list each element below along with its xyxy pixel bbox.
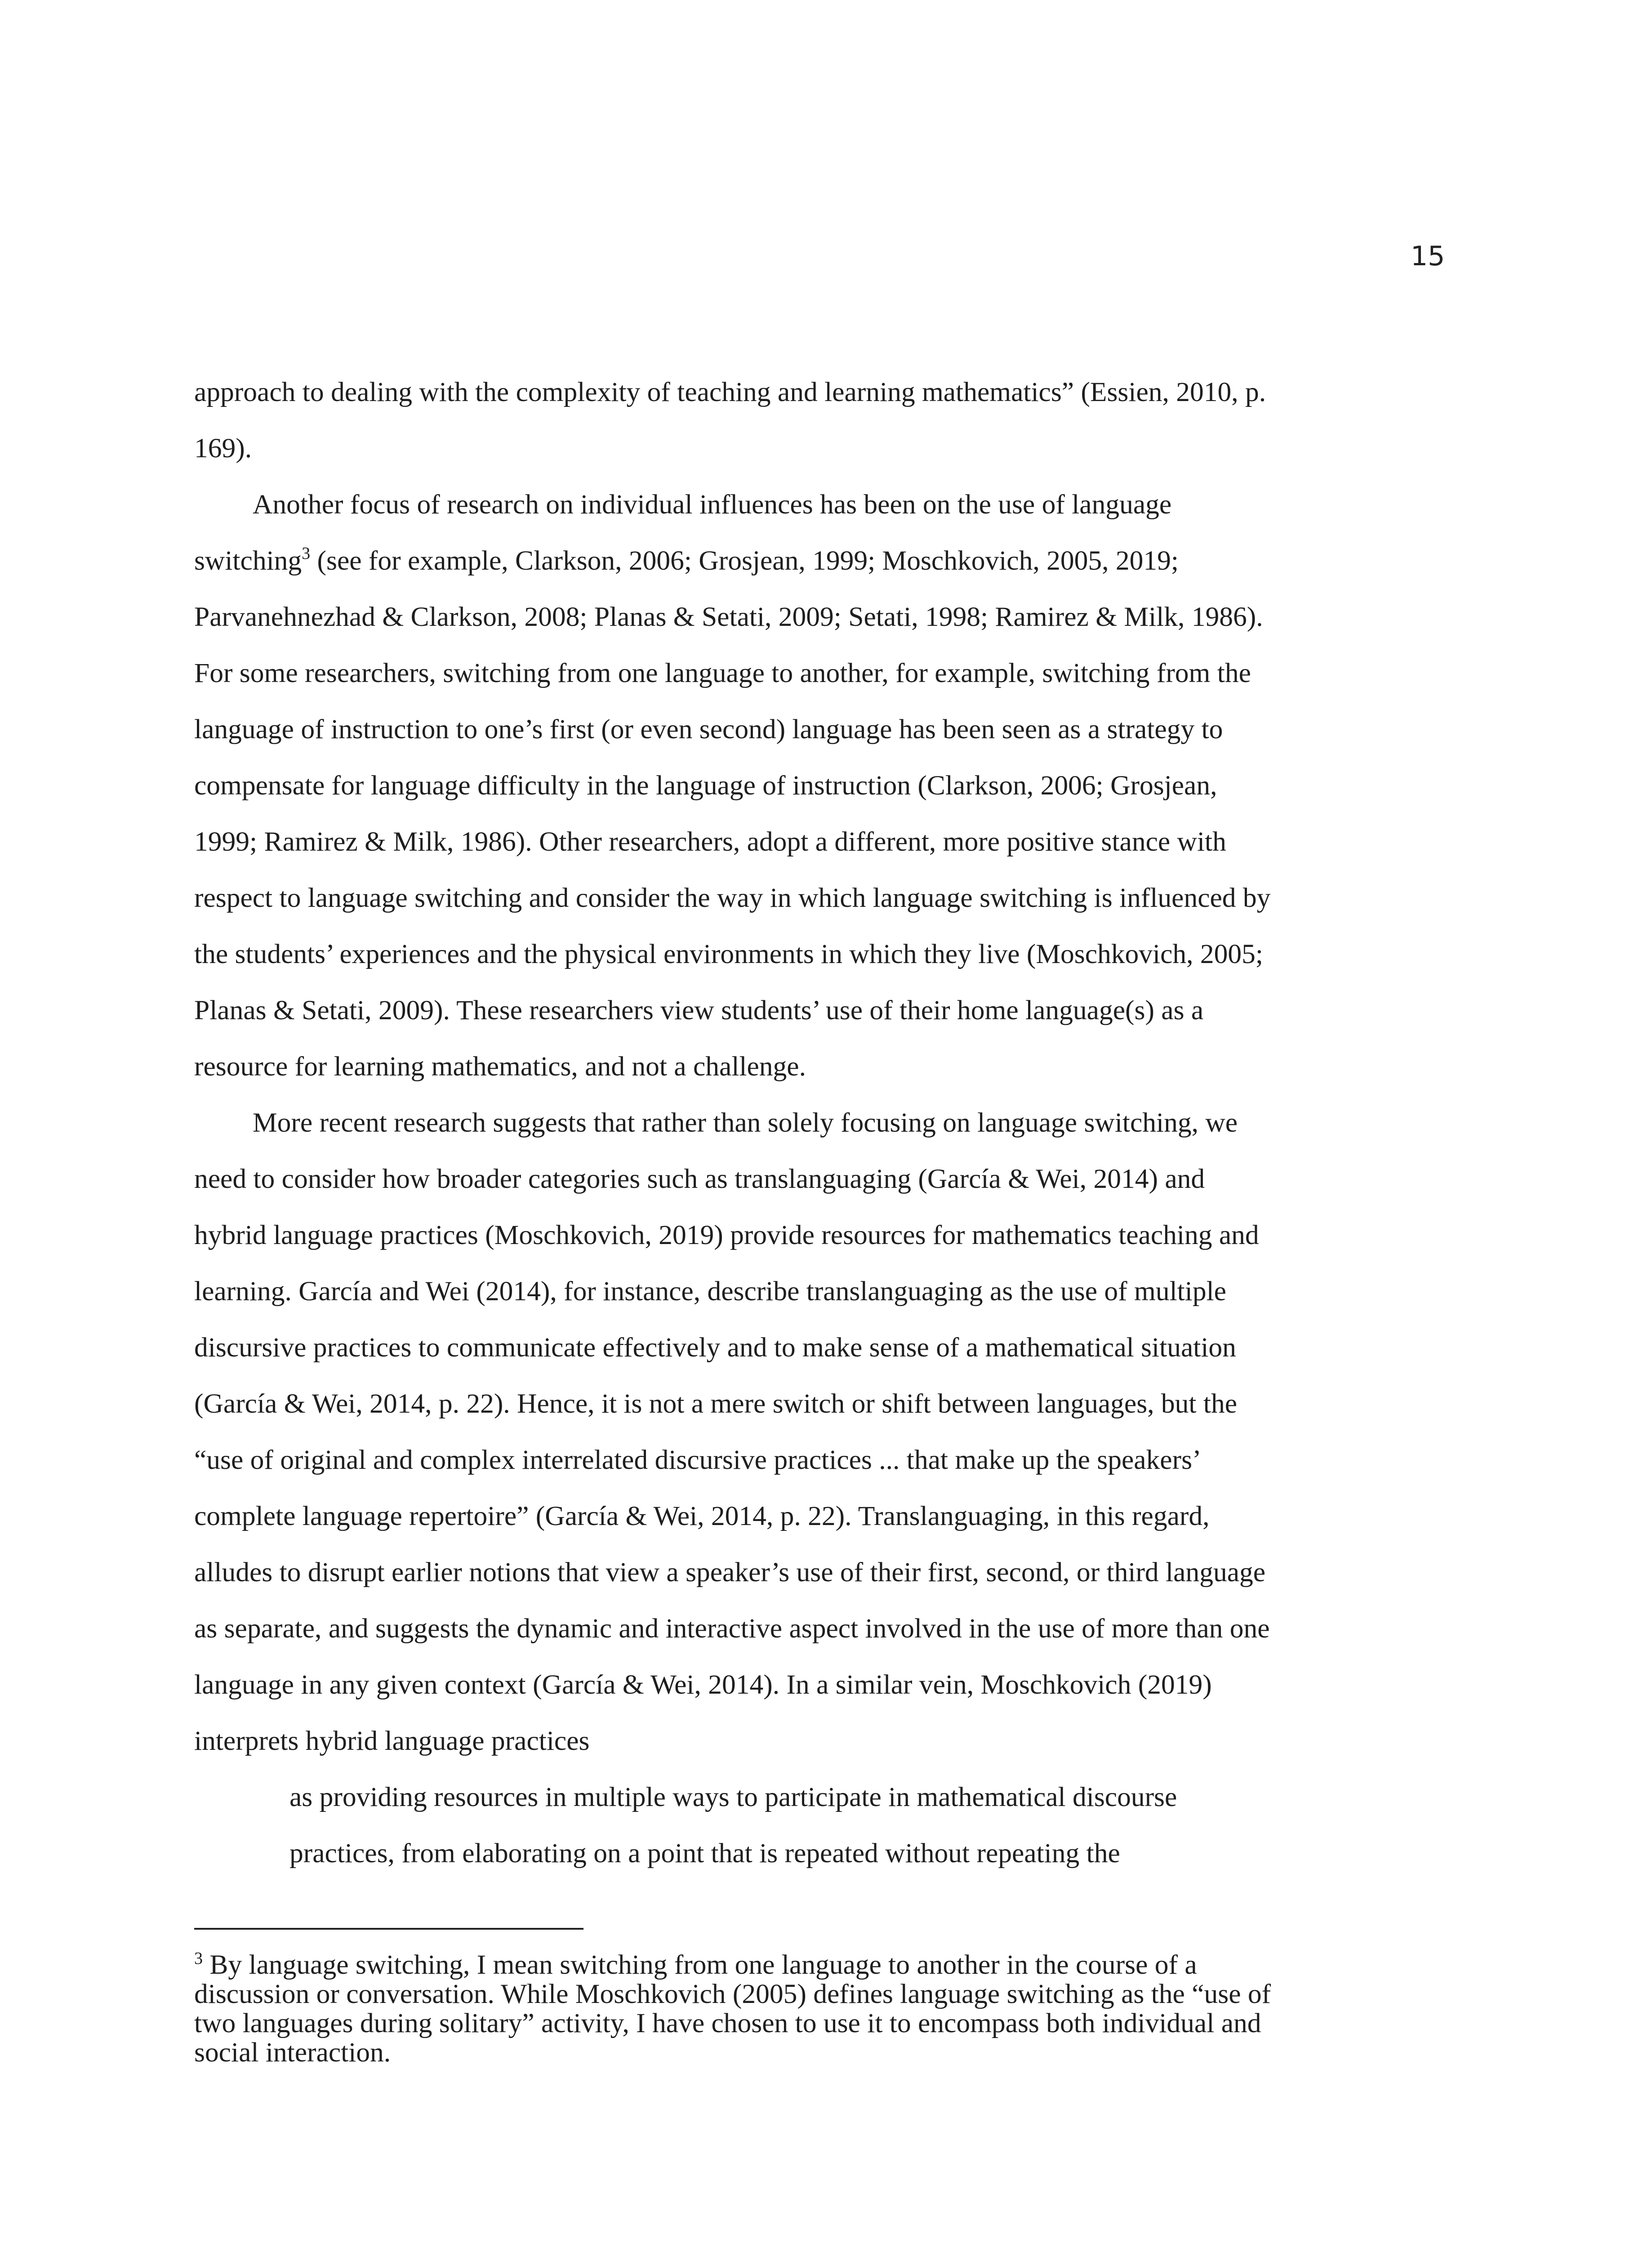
body-line: alludes to disrupt earlier notions that view a speaker’s use of their first, second, or third language	[194, 1557, 1266, 1588]
footnote-text: By language switching, I mean switching from one language to another in the course of a	[209, 1949, 1197, 1980]
body-line: discursive practices to communicate effectively and to make sense of a mathematical situation	[194, 1332, 1236, 1363]
body-line: hybrid language practices (Moschkovich, 2019) provide resources for mathematics teaching and	[194, 1220, 1259, 1250]
page-number: 15	[1411, 241, 1445, 272]
body-line: 1999; Ramirez & Milk, 1986). Other researchers, adopt a different, more positive stance with	[194, 826, 1226, 857]
body-line: as separate, and suggests the dynamic and interactive aspect involved in the use of more than one	[194, 1613, 1270, 1644]
body-text	[194, 364, 1448, 1882]
body-line: need to consider how broader categories such as translanguaging (García & Wei, 2014) and	[194, 1164, 1205, 1194]
body-line: the students’ experiences and the physical environments in which they live (Moschkovich, 2005;	[194, 939, 1263, 969]
footnote-reference: 3	[302, 544, 311, 563]
body-line: For some researchers, switching from one language to another, for example, switching from the	[194, 658, 1251, 688]
body-line: complete language repertoire” (García & Wei, 2014, p. 22). Translanguaging, in this regard,	[194, 1501, 1210, 1531]
footnote-separator	[194, 1928, 583, 1930]
body-line: (García & Wei, 2014, p. 22). Hence, it is not a mere switch or shift between languages, but the	[194, 1388, 1238, 1419]
footnote-line: social interaction.	[194, 2037, 391, 2068]
body-line: Parvanehnezhad & Clarkson, 2008; Planas & Setati, 2009; Setati, 1998; Ramirez & Milk, 1986).	[194, 602, 1263, 632]
body-line: compensate for language difficulty in the language of instruction (Clarkson, 2006; Grosjean,	[194, 770, 1217, 801]
body-line: respect to language switching and consider the way in which language switching is influenced by	[194, 883, 1271, 913]
footnote-line	[194, 1950, 1448, 1980]
body-line: approach to dealing with the complexity of teaching and learning mathematics” (Essien, 2010, p.	[194, 377, 1266, 407]
body-line: Planas & Setati, 2009). These researchers view students’ use of their home language(s) as a	[194, 995, 1204, 1026]
footnote-marker: 3	[194, 1949, 203, 1968]
body-line	[194, 533, 1448, 589]
body-line: language in any given context (García & Wei, 2014). In a similar vein, Moschkovich (2019)	[194, 1669, 1212, 1700]
body-line: “use of original and complex interrelated discursive practices ... that make up the speakers’	[194, 1445, 1202, 1475]
body-line: language of instruction to one’s first (or even second) language has been seen as a strategy to	[194, 714, 1223, 745]
footnote	[194, 1950, 1448, 2067]
body-line: resource for learning mathematics, and not a challenge.	[194, 1051, 806, 1082]
body-line: More recent research suggests that rather than solely focusing on language switching, we	[253, 1107, 1238, 1138]
body-line-text: (see for example, Clarkson, 2006; Grosjean, 1999; Moschkovich, 2005, 2019;	[317, 545, 1179, 576]
block-quote-line: practices, from elaborating on a point that is repeated without repeating the	[289, 1838, 1120, 1869]
block-quote-line: as providing resources in multiple ways to participate in mathematical discourse	[289, 1782, 1177, 1812]
body-line: learning. García and Wei (2014), for instance, describe translanguaging as the use of multiple	[194, 1276, 1226, 1307]
body-line: interprets hybrid language practices	[194, 1726, 590, 1756]
footnote-line: two languages during solitary” activity, I have chosen to use it to encompass both individual and	[194, 2008, 1261, 2038]
body-line: 169).	[194, 433, 252, 464]
body-line: Another focus of research on individual influences has been on the use of language	[253, 489, 1172, 520]
footnote-line: discussion or conversation. While Moschkovich (2005) defines language switching as the “use of	[194, 1979, 1271, 2009]
body-line-lead: switching	[194, 545, 302, 576]
